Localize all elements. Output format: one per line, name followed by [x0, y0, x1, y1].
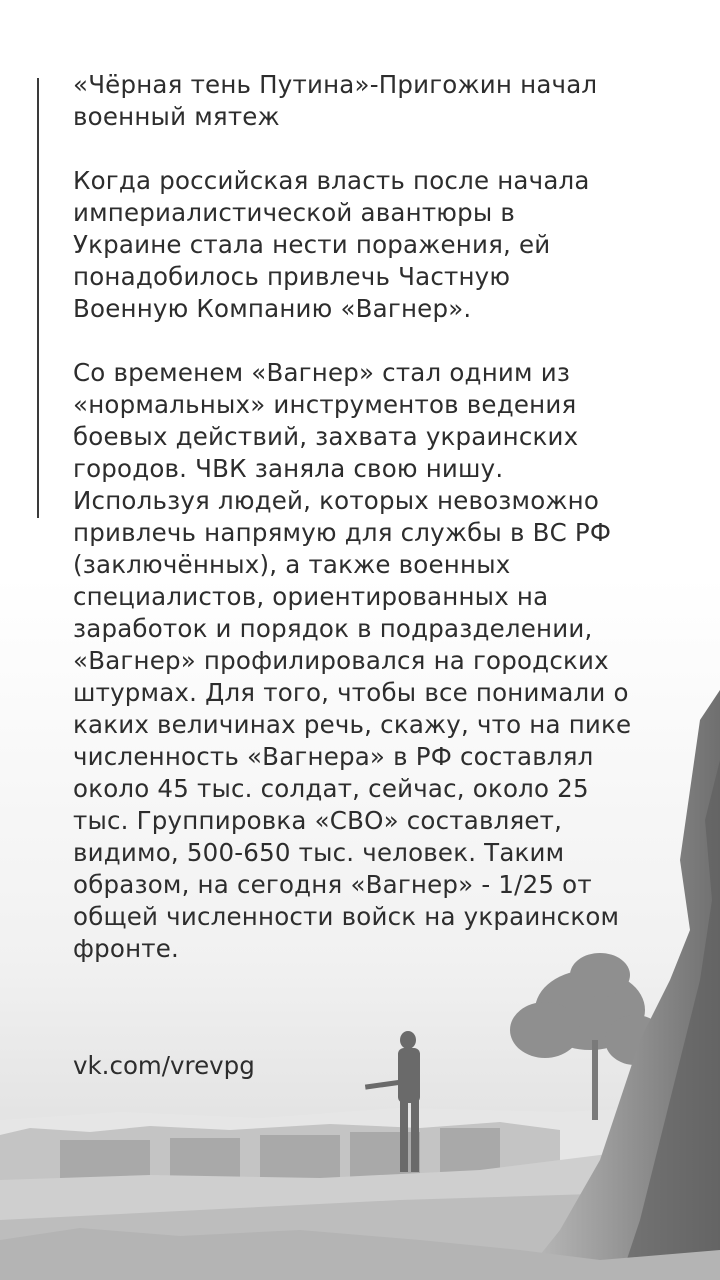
accent-vertical-line [37, 78, 39, 518]
post-title: «Чёрная тень Путина»-Пригожин начал военный мятеж [73, 70, 598, 131]
paragraph-intro: Когда российская власть после начала империалистической авантюры в Украине стала нести поражения, ей понадобилось привлечь Частную Военную Компанию «Вагнер». [73, 166, 590, 323]
source-link[interactable]: vk.com/vrevpg [73, 1051, 255, 1080]
paragraph-body: Со временем «Вагнер» стал одним из «нормальных» инструментов ведения боевых действий, захвата украинских городов. ЧВК заняла свою нишу. Используя людей, которых невозможно привлечь напрямую для службы в ВС РФ (заключённых), а также военных специалистов, ориентированных на заработок и порядок в подразделении, «Вагнер» профилировался на городских штурмах. Для того, чтобы все понимали о каких величинах речь, скажу, что на пике численность «Вагнера» в РФ составлял около 45 тыс. солдат, сейчас, около 25 тыс. Группировка «СВО» составляет, видимо, 500-650 тыс. человек. Таким образом, на сегодня «Вагнер» - 1/25 от общей численности войск на украинском фронте. [73, 358, 632, 963]
post-text [73, 69, 688, 997]
